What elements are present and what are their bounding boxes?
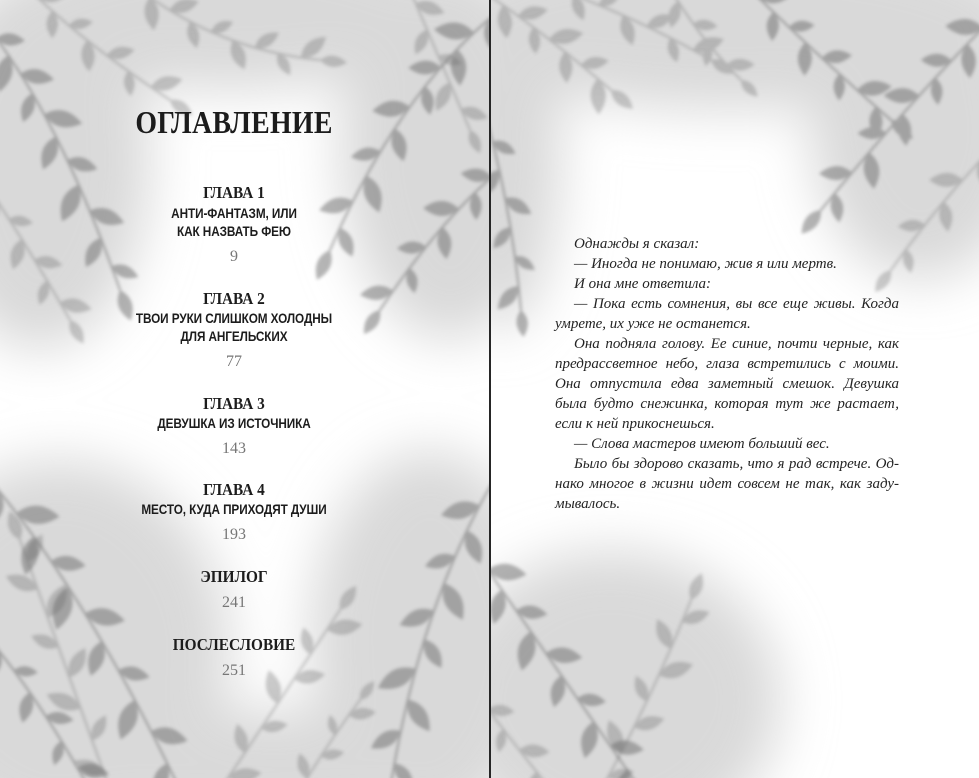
paragraph bbox=[555, 294, 899, 334]
paragraph bbox=[555, 334, 899, 434]
section-label: ЭПИЛОГ bbox=[200, 567, 268, 586]
chapter-label: ГЛАВА 3 bbox=[203, 394, 265, 413]
toc-entry-epilogue bbox=[0, 568, 468, 612]
paragraph bbox=[555, 454, 899, 514]
text-line: Она отпустила едва заметный смешок. Девушка bbox=[555, 376, 899, 392]
chapter-label: ГЛАВА 2 bbox=[203, 289, 265, 308]
paragraph bbox=[555, 234, 899, 254]
text-line: Однажды я сказал: bbox=[574, 236, 700, 252]
text-line: была будто снежинка, которая тут же растает, bbox=[555, 396, 899, 412]
chapter-title-line: АНТИ-ФАНТАЗМ, ИЛИ bbox=[171, 205, 297, 221]
chapter-label: ГЛАВА 1 bbox=[203, 183, 265, 202]
chapter-title-line: КАК НАЗВАТЬ ФЕЮ bbox=[177, 223, 291, 239]
chapter-title bbox=[37, 500, 430, 518]
toc-entry-chapter-1 bbox=[0, 184, 468, 266]
chapter-title-line: ДЛЯ АНГЕЛЬСКИХ bbox=[180, 328, 288, 344]
text-line: — Пока есть сомнения, вы все еще живы. Когда bbox=[574, 296, 899, 312]
page-number: 241 bbox=[222, 594, 246, 611]
chapter-label: ГЛАВА 4 bbox=[203, 480, 265, 499]
page-number: 251 bbox=[222, 662, 246, 679]
text-line: Она подняла голову. Ее синие, почти черные, как bbox=[574, 336, 899, 352]
text-line: умрете, их уже не останется. bbox=[555, 316, 751, 332]
text-line: — Иногда не понимаю, жив я или мертв. bbox=[574, 256, 837, 272]
text-line: Было бы здорово сказать, что я рад встрече. Од- bbox=[574, 456, 899, 472]
text-line: нако многое в жизни идет совсем не так, как заду- bbox=[555, 476, 899, 492]
table-of-contents bbox=[0, 0, 468, 778]
toc-entry-chapter-2 bbox=[0, 290, 468, 371]
paragraph bbox=[555, 274, 899, 294]
chapter-title-line: МЕСТО, КУДА ПРИХОДЯТ ДУШИ bbox=[141, 501, 327, 517]
chapter-title bbox=[37, 309, 430, 345]
toc-entry-chapter-4 bbox=[0, 481, 468, 544]
paragraph bbox=[555, 434, 899, 454]
page-number: 143 bbox=[222, 440, 246, 457]
text-line: предрассветное небо, глаза встретились с моими. bbox=[555, 356, 899, 372]
text-line: мывалось. bbox=[555, 496, 621, 512]
page-number: 77 bbox=[226, 353, 242, 370]
text-line: — Слова мастеров имеют больший вес. bbox=[574, 436, 830, 452]
chapter-title bbox=[37, 414, 430, 432]
chapter-title-line: ТВОИ РУКИ СЛИШКОМ ХОЛОДНЫ bbox=[135, 310, 333, 326]
shadow-haze bbox=[491, 0, 561, 330]
text-line: И она мне ответила: bbox=[574, 276, 712, 292]
section-label: ПОСЛЕСЛОВИЕ bbox=[172, 635, 296, 654]
chapter-text bbox=[555, 234, 899, 514]
toc-entry-chapter-3 bbox=[0, 395, 468, 458]
toc-entry-afterword bbox=[0, 636, 468, 680]
page-number: 9 bbox=[230, 248, 238, 265]
chapter-title bbox=[37, 204, 430, 240]
page-number: 193 bbox=[222, 526, 246, 543]
right-page bbox=[491, 0, 979, 778]
chapter-title-line: ДЕВУШКА ИЗ ИСТОЧНИКА bbox=[157, 415, 311, 431]
toc-title: ОГЛАВЛЕНИЕ bbox=[135, 104, 333, 140]
text-line: если к ней прикоснешься. bbox=[555, 416, 715, 432]
paragraph bbox=[555, 254, 899, 274]
left-page bbox=[0, 0, 489, 778]
